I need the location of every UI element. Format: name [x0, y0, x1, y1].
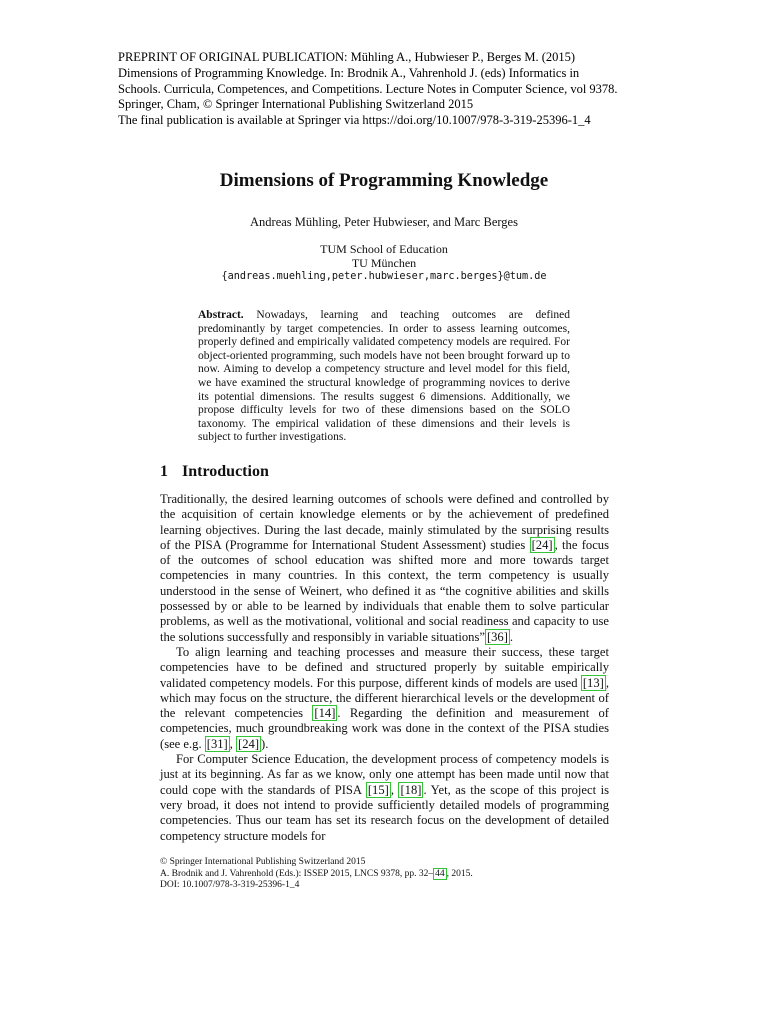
- footer-citation: [160, 869, 609, 881]
- text-run: ,: [390, 782, 399, 797]
- text-run: . Regarding the definition and measurement of competencies, much groundbreaking work was done in the context of the PISA studies (see e.g.: [160, 706, 610, 751]
- citation-link[interactable]: [36]: [486, 629, 508, 644]
- authors: Andreas Mühling, Peter Hubwieser, and Marc Berges: [250, 215, 518, 229]
- paragraph: [160, 645, 609, 752]
- citation-link[interactable]: [24]: [531, 537, 553, 552]
- section-number: 1: [160, 463, 168, 480]
- author-emails: {andreas.muehling,peter.hubwieser,marc.berges}@tum.de: [221, 271, 547, 282]
- affiliation-school: TUM School of Education: [320, 242, 448, 256]
- preprint-line: PREPRINT OF ORIGINAL PUBLICATION: Mühling A., Hubwieser P., Berges M. (2015): [118, 50, 576, 64]
- citation-link[interactable]: [31]: [206, 736, 228, 751]
- paragraph: [160, 752, 609, 844]
- text-run: To align learning and teaching processes and measure their success, these target competencies have to be defined and structured properly by suitable empirically validated competency models. For this purpose, different kinds of models are used: [160, 644, 609, 690]
- text-run: ).: [261, 736, 269, 751]
- preprint-line: Dimensions of Programming Knowledge. In: Brodnik A., Vahrenhold J. (eds) Informatics in: [118, 65, 580, 80]
- text-run: For Computer Science Education, the development process of competency models is just at its beginning. As far as we know, only one attempt has been made until now that could cope with the standards of PISA: [160, 752, 609, 797]
- section-title: Introduction: [182, 463, 269, 480]
- text-run: A. Brodnik and J. Vahrenhold (Eds.): ISSEP 2015, LNCS 9378, pp. 32–: [160, 868, 434, 879]
- footer: [160, 857, 609, 892]
- abstract-label: Abstract.: [198, 309, 244, 321]
- preprint-notice: [118, 50, 678, 129]
- citation-link[interactable]: [24]: [238, 736, 260, 751]
- citation-link[interactable]: [13]: [582, 675, 604, 690]
- preprint-line: Springer, Cham, © Springer International Publishing Switzerland 2015: [118, 97, 474, 112]
- text-run: , the focus of the outcomes of school education was shifted more and more towards target competencies in many countries. In this context, the term competency is usually understood in the sense of Weinert, who defined it as “the cognitive abilities and skills possessed by or able to be learned by individuals that enable them to solve particular problems, as well as the motivational, volitional and social readiness and capacity to use the solutions successfully and responsibly in variable situations”: [160, 537, 609, 644]
- citation-link[interactable]: [18]: [400, 782, 422, 797]
- page-range-link[interactable]: 44: [435, 868, 445, 879]
- affiliation: [0, 242, 768, 284]
- paper-title: Dimensions of Programming Knowledge: [219, 170, 549, 191]
- abstract-text: Nowadays, learning and teaching outcomes are defined predominantly by target competencies. In order to assess learning outcomes, properly defined and empirically validated competency models are required. For object-oriented programming, such models have not been brought forward up to now. Aiming to develop a competency structure and level model for this field, we have examined the structural knowledge of programming novices to derive its potential dimensions. The results suggest 6 dimensions. Additionally, we propose difficulty levels for two of these dimensions based on the SOLO taxonomy. The empirical validation of these dimensions and their levels is subject to further investigations.: [198, 309, 571, 444]
- body-text: [160, 492, 609, 844]
- text-run: , which may focus on the structure, the different hierarchical levels or the development of the relevant competencies: [160, 675, 609, 721]
- affiliation-university: TU München: [351, 256, 417, 270]
- footer-copyright: © Springer International Publishing Switzerland 2015: [160, 857, 366, 867]
- section-heading: [160, 463, 269, 481]
- citation-link[interactable]: [15]: [367, 782, 389, 797]
- text-run: . Yet, as the scope of this project is very broad, it does not intend to provide sufficiently detailed models of programming competencies. Thus our team has set its research focus on the development of detailed competency structure models for: [160, 782, 609, 843]
- paragraph: [160, 492, 609, 645]
- footer-doi: DOI: 10.1007/978-3-319-25396-1_4: [160, 880, 300, 890]
- text-run: .: [509, 629, 514, 644]
- preprint-line: Schools. Curricula, Competences, and Competitions. Lecture Notes in Computer Science, vol 9378.: [118, 81, 618, 96]
- text-run: ,: [229, 736, 237, 751]
- text-run: , 2015.: [446, 868, 473, 879]
- citation-link[interactable]: [14]: [314, 706, 336, 721]
- text-run: Traditionally, the desired learning outcomes of schools were defined and controlled by the acquisition of certain knowledge elements or by the achievement of predefined learning objectives. During the last decade, mainly stimulated by the surprising results of the PISA (Programme for International Student Assessment) studies: [160, 492, 609, 552]
- abstract: [198, 309, 570, 445]
- preprint-line: The final publication is available at Springer via https://doi.org/10.1007/978-3-319-25396-1_4: [118, 113, 591, 128]
